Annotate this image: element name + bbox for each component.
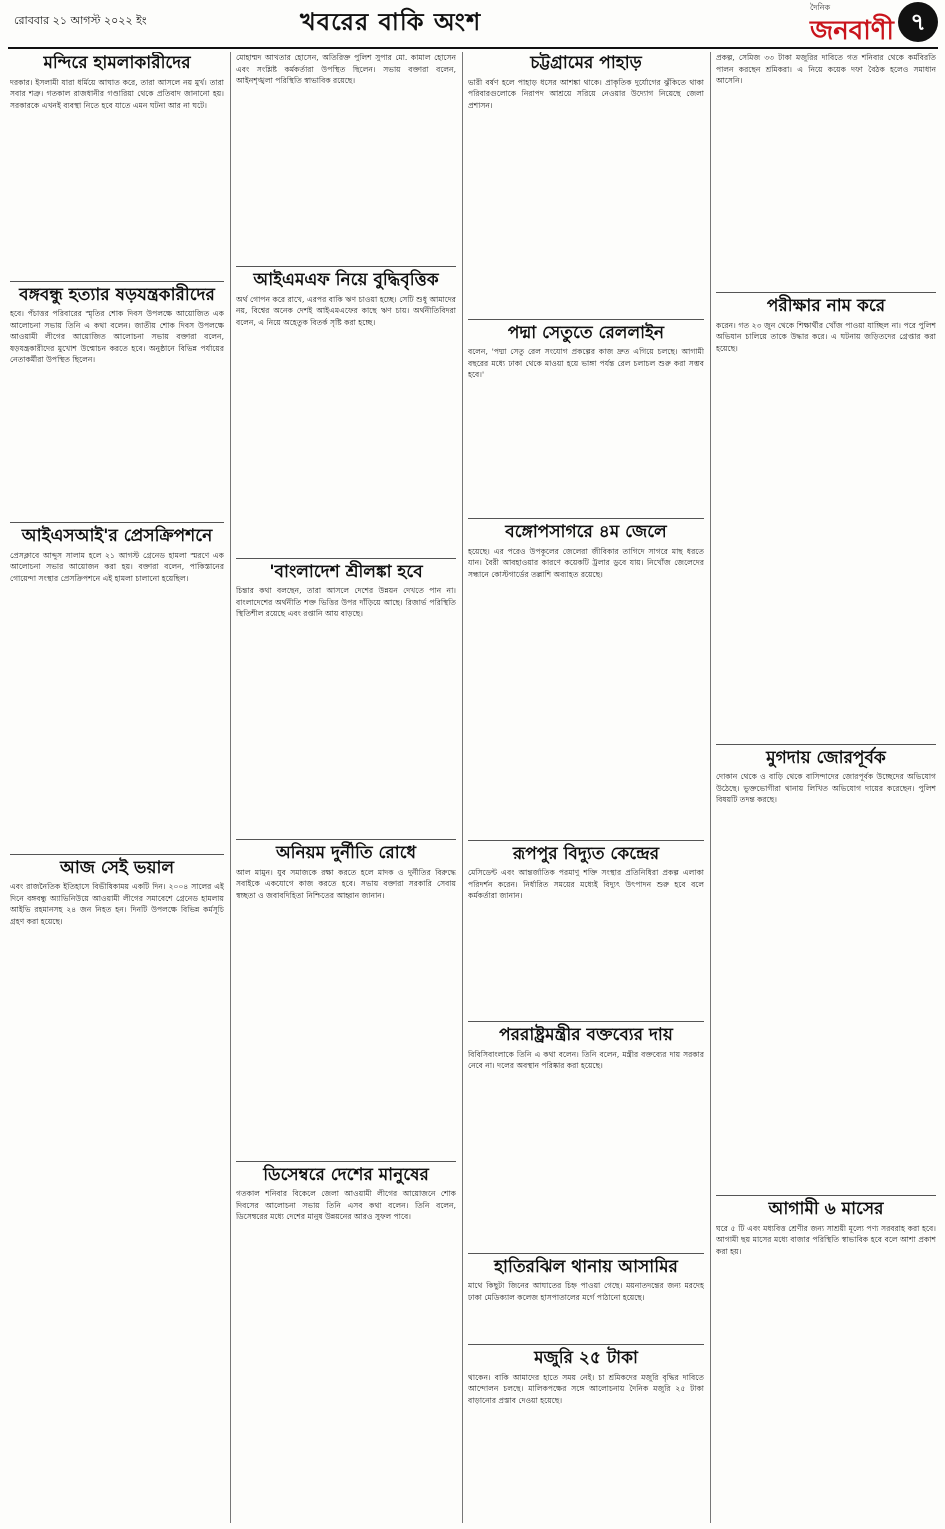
story-body: অর্থ গোপন করে রাখে, এরপর বাকি ঋণ চাওয়া হচ্ছে। সেটি শুধু আমাদের নয়, বিশ্বের অনেক দেশই আইএমএফের কাছে ঋণ চায়। অর্থনীতিবিদরা বলেন, এ নিয়ে অহেতুক বিতর্ক সৃষ্টি করা হচ্ছে। [236,294,456,327]
story-divider [716,292,936,293]
story-body: আল মামুন। যুব সমাজকে রক্ষা করতে হলে মাদক ও দুর্নীতির বিরুদ্ধে সবাইকে একযোগে কাজ করতে হবে। সভায় বক্তারা সরকারি সেবায় স্বচ্ছতা ও জবাবদিহিতা নিশ্চিতের আহ্বান জানান। [236,867,456,900]
story-body: হবে। পঁচাত্তর পরিবারের স্মৃতির শোক দিবস উপলক্ষে আয়োজিত এক আলোচনা সভায় তিনি এ কথা বলেন। জাতীয় শোক দিবস উপলক্ষে আওয়ামী লীগের আয়োজিত আলোচনা সভায় বক্তারা বলেন, ষড়যন্ত্রকারীদের মুখোশ উন্মোচন করতে হবে। অনুষ্ঠানে বিভিন্ন পর্যায়ের নেতাকর্মীরা উপস্থিত ছিলেন। [10,309,224,365]
column-2 [236,52,456,1523]
story-body: চিন্তার কথা বলছেন, তারা আসলে দেশের উন্নয়ন দেখতে পান না। বাংলাদেশের অর্থনীতি শক্ত ভিত্তির উপর দাঁড়িয়ে আছে। রিজার্ভ পরিস্থিতি স্থিতিশীল রয়েছে এবং রপ্তানি আয় বাড়ছে। [236,586,456,619]
story-divider [10,522,224,523]
story-body: দরকার। ইসলামী যারা ধর্মিয়ে আঘাত করে, তারা আসলে নয় মুর্খ। তারা সবার শত্রু। গতকাল রাজধানীর গণ্ডারিয়া থেকে প্রতিবাদ জানানো হয়। সরকারকে এখনই ব্যবস্থা নিতে হবে যাতে এমন ঘটনা আর না ঘটে। [10,77,224,110]
page-number: ৭ [898,2,938,42]
story [10,286,224,519]
story-divider [468,1021,704,1022]
masthead [0,0,945,46]
story [716,749,936,1192]
story-divider [10,854,224,855]
story [468,1349,704,1462]
story-divider [10,281,224,282]
story-body: দোকান থেকে ও বাড়ি থেকে বাসিন্দাদের জোরপূর্বক উচ্ছেদের অভিযোগ উঠেছে। ভুক্তভোগীরা থানায় লিখিত অভিযোগ দায়ের করেছেন। পুলিশ বিষয়টি তদন্ত করছে। [716,772,936,805]
story-body: ভারী বর্ষণ হলে পাহাড় ধসের আশঙ্কা থাকে। প্রাকৃতিক দুর্যোগের ঝুঁকিতে থাকা পরিবারগুলোকে নিরাপদ আশ্রয়ে সরিয়ে নেওয়ার উদ্যোগ নিয়েছে জেলা প্রশাসন। [468,77,704,110]
story-headline: আজ সেই ভয়াল [59,857,175,878]
story-body: থাকেন। বাকি আমাদের হাতে সময় নেই। চা শ্রমিকদের মজুরি বৃদ্ধির দাবিতে আন্দোলন চলছে। মালিকপক্ষের সঙ্গে আলোচনায় দৈনিক মজুরি ২৫ টাকা বাড়ানোর প্রস্তাব দেওয়া হয়েছে। [468,1372,704,1405]
story-body: প্রেসক্লাবে আব্দুস সালাম হলে ২১ আগস্ট গ্রেনেড হামলা স্মরণে এক আলোচনা সভার আয়োজন করা হয়। বক্তারা বলেন, পাকিস্তানের গোয়েন্দা সংস্থার প্রেসক্রিপশনে এই হামলা চালানো হয়েছিল। [10,550,224,583]
story-divider [468,319,704,320]
story [468,54,704,315]
story-headline: মজুরি ২৫ টাকা [534,1348,638,1369]
story [468,324,704,515]
story-divider [468,518,704,519]
story-headline: মুগদায় জোরপূর্বক [766,747,886,768]
story [468,845,704,1018]
story [716,52,936,288]
masthead-rule [8,47,938,49]
story-body: এবং রাজনৈতিক ইতিহাসে বিভীষিকাময় একটি দিন। ২০০৪ সালের এই দিনে বঙ্গবন্ধু অ্যাভিনিউয়ে আওয়ামী লীগের সমাবেশে গ্রেনেড হামলায় আইভি রহমানসহ ২৪ জন নিহত হন। দিনটি উপলক্ষে বিভিন্ন কর্মসূচি গ্রহণ করা হয়েছে। [10,882,224,926]
story-headline: আগামী ৬ মাসের [768,1199,884,1220]
story [236,1166,456,1489]
story-divider [468,1344,704,1345]
story [468,1258,704,1341]
story [716,297,936,740]
story-headline: মন্দিরে হামলাকারীদের [43,53,191,73]
column-1 [10,52,224,1523]
story-divider [236,839,456,840]
story [10,54,224,277]
story [10,859,224,1442]
story-body: বিবিসিবাংলাকে তিনি এ কথা বলেন। তিনি বলেন, মন্ত্রীর বক্তব্যের দায় সরকার নেবে না। দলের অবস্থান পরিষ্কার করা হয়েছে। [468,1049,704,1071]
story-body: প্রকল্প, সেমিজ ৩৩ টাকা মজুরির দাবিতে গত শনিবার থেকে কর্মবিরতি পালন করছেন শ্রমিকরা। এ নিয়ে কয়েক দফা বৈঠক হলেও সমাধান আসেনি। [716,53,936,86]
story-headline: আইএমএফ নিয়ে বুদ্ধিবৃত্তিক [253,270,439,290]
masthead-tagline: দৈনিক [810,3,831,12]
newspaper-logo: জনবাণী [810,16,894,46]
story-divider [236,558,456,559]
story-body: হয়েছে। এর পরেও উপকূলের জেলেরা জীবিকার তাগিদে সাগরে মাছ ধরতে যান। বৈরী আবহাওয়ার কারণে কয়েকটি ট্রলার ডুবে যায়। নিখোঁজ জেলেদের সন্ধানে কোস্টগার্ডের তল্লাশি অব্যাহত রয়েছে। [468,546,704,579]
story-headline: বঙ্গবন্ধু হত্যার ষড়যন্ত্রকারীদের [19,284,215,305]
column-3 [468,52,704,1523]
story-headline: পরীক্ষার নাম করে [766,296,886,316]
story-headline: চট্টগ্রামের পাহাড় [530,53,642,73]
story-body: বলেন, 'পদ্মা সেতু রেল সংযোগ প্রকল্পের কাজ দ্রুত এগিয়ে চলছে। আগামী বছরের মধ্যে ঢাকা থেকে মাওয়া হয়ে ভাঙ্গা পর্যন্ত রেল চলাচল শুরু করা সম্ভব হবে।' [468,347,704,380]
story [468,1026,704,1249]
story-headline: পদ্মা সেতুতে রেললাইন [507,322,665,343]
story-headline: বঙ্গোপসাগরে ৪ম জেলে [505,522,667,543]
story [236,563,456,836]
column-divider [462,52,463,1523]
story [236,52,456,262]
story-divider [468,1253,704,1254]
story [716,1200,936,1423]
story-headline: আইএসআই'র প্রেসক্রিপশনে [21,526,213,547]
story-headline: হাতিরঝিল থানায় আসামির [494,1256,678,1277]
story-headline: 'বাংলাদেশ শ্রীলঙ্কা হবে [269,561,423,582]
story-body: ঘরে ৫ টি এবং মধ্যবিত্ত শ্রেণীর জন্য সাশ্রয়ী মূল্যে পণ্য সরবরাহ করা হবে। আগামী ছয় মাসের মধ্যে বাজার পরিস্থিতি স্বাভাবিক হবে বলে আশা প্রকাশ করা হয়। [716,1223,936,1256]
story-body: মোহাম্মদ আখতার হোসেন, অতিরিক্ত পুলিশ সুপার মো. কামাল হোসেন এবং সংশ্লিষ্ট কর্মকর্তারা উপস্থিত ছিলেন। সভায় বক্তারা বলেন, আইনশৃঙ্খলা পরিস্থিতি স্বাভাবিক রয়েছে। [236,53,456,86]
story [236,844,456,1157]
story-body: করেন। গত ২৩ জুন থেকে শিক্ষার্থীর খোঁজ পাওয়া যাচ্ছিল না। পরে পুলিশ অভিযান চালিয়ে তাকে উদ্ধার করে। এ ঘটনায় জড়িতদের গ্রেপ্তার করা হয়েছে। [716,320,936,353]
story-body: গতকাল শনিবার বিকেলে জেলা আওয়ামী লীগের আয়োজনে শোক দিবসের আলোচনা সভায় তিনি এসব কথা বলেন। তিনি বলেন, ডিসেম্বরের মধ্যে দেশের মানুষ উন্নয়নের আরও সুফল পাবে। [236,1189,456,1222]
column-divider [230,52,231,1523]
story-divider [236,1161,456,1162]
section-title: খবরের বাকি অংশ [300,7,482,36]
story-body: মাথে কিছুটা জিনের আঘাতের চিহ্ন পাওয়া গেছে। ময়নাতদন্তের জন্য মরদেহ ঢাকা মেডিক্যাল কলেজ হাসপাতালের মর্গে পাঠানো হয়েছে। [468,1281,704,1302]
column-divider [710,52,711,1523]
issue-date: রোববার ২১ আগস্ট ২০২২ ইং [14,14,147,27]
story-divider [716,1195,936,1196]
column-4 [716,52,936,1523]
story-headline: পররাষ্ট্রমন্ত্রীর বক্তব্যের দায় [499,1025,673,1046]
story-headline: অনিয়ম দুর্নীতি রোধে [275,843,417,864]
story-divider [236,266,456,267]
story [10,527,224,850]
story-body: মেসিডেন্ট এবং আন্তর্জাতিক পরমাণু শক্তি সংস্থার প্রতিনিধিরা প্রকল্প এলাকা পরিদর্শন করেন। নির্ধারিত সময়ের মধ্যেই বিদ্যুৎ উৎপাদন শুরু হবে বলে কর্মকর্তারা জানান। [468,868,704,901]
story-headline: রূপপুর বিদ্যুত কেন্দ্রের [512,843,660,864]
story-divider [468,840,704,841]
story [236,271,456,554]
story-divider [716,744,936,745]
story [468,523,704,836]
story-headline: ডিসেম্বরে দেশের মানুষের [263,1164,429,1185]
